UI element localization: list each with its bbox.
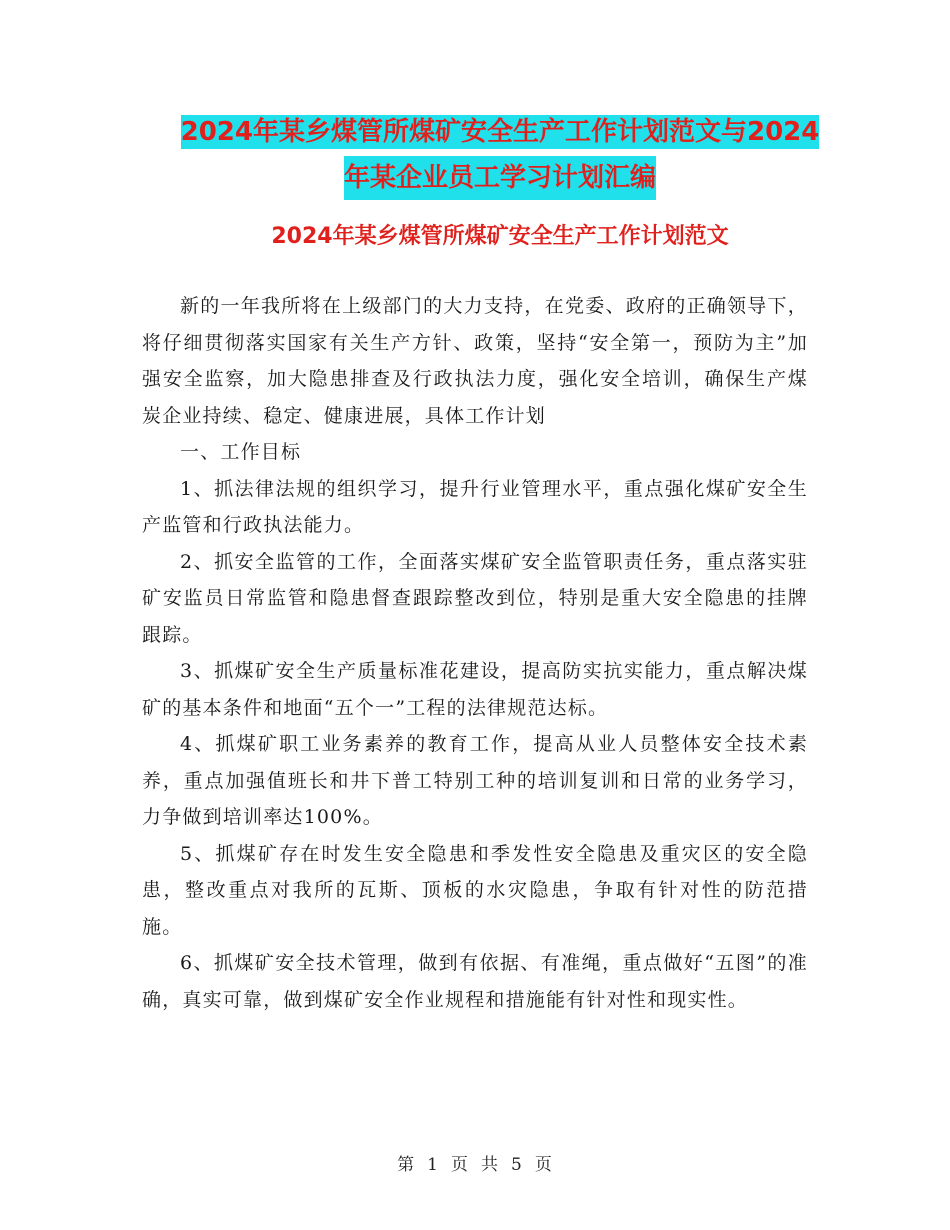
paragraph-item-4: 4、抓煤矿职工业务素养的教育工作，提高从业人员整体安全技术素养，重点加强值班长和井下普工特别工种的培训复训和日常的业务学习，力争做到培训率达100%。 <box>142 733 808 828</box>
body-text <box>142 288 808 1018</box>
paragraph-intro: 新的一年我所将在上级部门的大力支持，在党委、政府的正确领导下，将仔细贯彻落实国家有关生产方针、政策，坚持“安全第一，预防为主”加强安全监察，加大隐患排查及行政执法力度，强化安全培训，确保生产煤炭企业持续、稳定、健康进展，具体工作计划 <box>142 295 808 427</box>
footer-suffix: 页 <box>534 1155 553 1175</box>
title-line-1: 2024年某乡煤管所煤矿安全生产工作计划范文与2024 <box>180 117 820 147</box>
title-line-2: 年某企业员工学习计划汇编 <box>344 156 656 200</box>
footer-total-prefix: 共 <box>481 1155 499 1175</box>
paragraph-heading-goals: 一、工作目标 <box>180 441 302 463</box>
footer-prefix: 第 <box>397 1155 416 1175</box>
section-title: 2024年某乡煤管所煤矿安全生产工作计划范文 <box>271 224 729 249</box>
footer-page-label: 页 <box>451 1155 469 1175</box>
document-title <box>140 112 860 200</box>
footer-page-number: 1 <box>427 1155 439 1175</box>
page-footer <box>0 1150 950 1175</box>
paragraph-item-6: 6、抓煤矿安全技术管理，做到有依据、有准绳，重点做好“五图”的准确，真实可靠，做到煤矿安全作业规程和措施能有针对性和现实性。 <box>142 952 808 1011</box>
paragraph-item-1: 1、抓法律法规的组织学习，提升行业管理水平，重点强化煤矿安全生产监管和行政执法能力。 <box>142 477 808 536</box>
paragraph-item-3: 3、抓煤矿安全生产质量标准花建设，提高防实抗实能力，重点解决煤矿的基本条件和地面“五个一”工程的法律规范达标。 <box>142 660 808 719</box>
footer-total-pages: 5 <box>511 1155 523 1175</box>
paragraph-item-2: 2、抓安全监管的工作，全面落实煤矿安全监管职责任务，重点落实驻矿安监员日常监管和隐患督查跟踪整改到位，特别是重大安全隐患的挂牌跟踪。 <box>142 550 808 646</box>
paragraph-item-5: 5、抓煤矿存在时发生安全隐患和季发性安全隐患及重灾区的安全隐患，整改重点对我所的瓦斯、顶板的水灾隐患，争取有针对性的防范措施。 <box>142 842 808 938</box>
